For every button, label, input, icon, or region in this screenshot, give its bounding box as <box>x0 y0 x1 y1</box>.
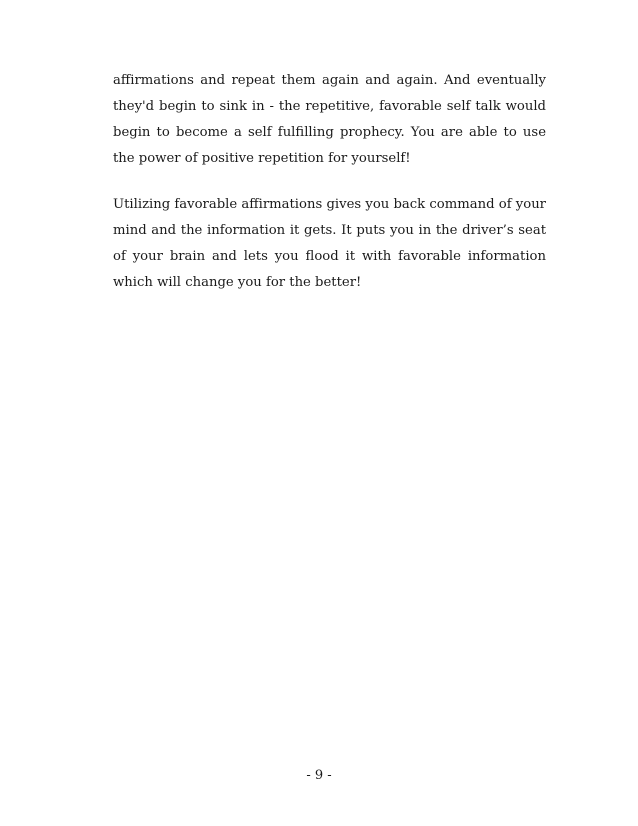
paragraph-2: Utilizing favorable affirmations gives you back command of your mind and the information it gets. It puts you in the driver’s seat of your brain and lets you flood it with favorable information which will change you for the better! <box>113 197 546 290</box>
page-number: - 9 - <box>306 768 332 783</box>
body-text <box>113 68 546 316</box>
paragraph-1: affirmations and repeat them again and again. And eventually they'd begin to sink in - the repetitive, favorable self talk would begin to become a self fulfilling prophecy. You are able to use the power of positive repetition for yourself! <box>113 73 546 166</box>
